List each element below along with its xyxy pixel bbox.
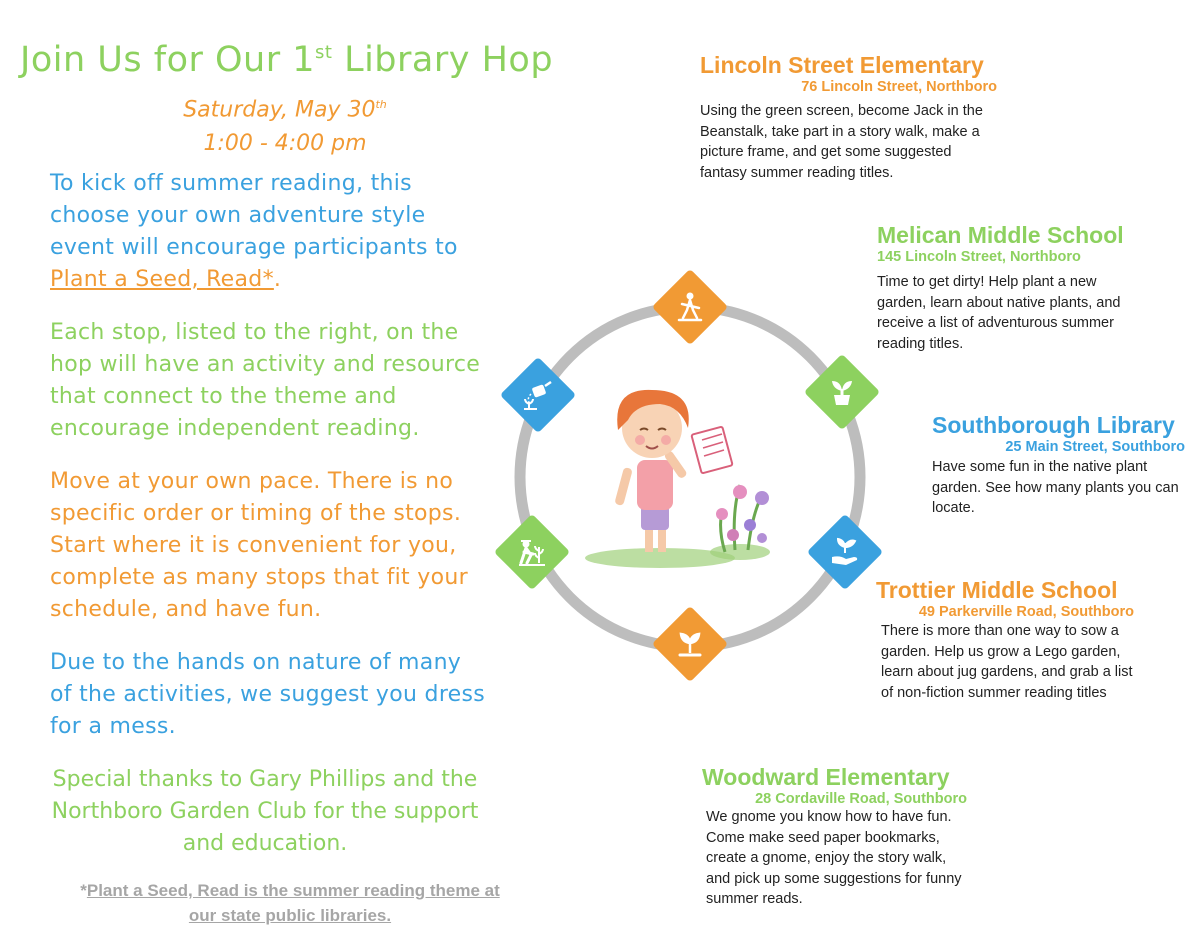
child-reading-illustration (585, 390, 770, 568)
location-trottier (876, 577, 1134, 703)
page-title: Join Us for Our 1st Library Hop (20, 40, 554, 80)
event-date (150, 88, 420, 161)
location-address: 25 Main Street, Southboro (1005, 439, 1185, 455)
dress-paragraph: Due to the hands on nature of many of the activities, we suggest you dress for a mess. (50, 650, 486, 739)
event-day: Saturday, May 30th (183, 97, 387, 123)
location-description: We gnome you know how to have fun. Come make seed paper bookmarks, create a gnome, enjoy the story walk, and pick up some suggestions for funny summer reads. (706, 809, 962, 907)
location-description: Time to get dirty! Help plant a new garden, learn about native plants, and receive a list of adventurous summer reading titles. (877, 274, 1121, 352)
gardener-icon (512, 532, 552, 572)
location-description: There is more than one way to sow a garden. Help us grow a Lego garden, learn about jug gardens, and grab a list of non-fiction summer reading titles (881, 623, 1133, 701)
hand-sprout-icon (825, 532, 865, 572)
location-address: 49 Parkerville Road, Southboro (918, 604, 1134, 620)
pace-paragraph: Move at your own pace. There is no specific order or timing of the stops. Start where it is convenient for you, complete as many stops that fit your schedule, and have fun. (50, 469, 468, 622)
event-time: 1:00 - 4:00 pm (203, 131, 367, 157)
location-name: Melican Middle School (877, 222, 1124, 248)
location-name: Woodward Elementary (702, 764, 950, 790)
watering-can-icon (518, 375, 558, 415)
raking-icon (670, 287, 710, 327)
location-name: Southborough Library (932, 412, 1175, 438)
location-address: 28 Cordaville Road, Southboro (755, 791, 967, 807)
sprout-icon (670, 624, 710, 664)
intro-paragraph: To kick off summer reading, this choose your own adventure style event will encourage participants to Plant a Seed, Read*. (50, 171, 458, 292)
potted-plant-icon (822, 372, 862, 412)
location-woodward (702, 764, 967, 910)
location-southborough-library (932, 412, 1187, 519)
location-description: Have some fun in the native plant garden. See how many plants you can locate. (932, 459, 1179, 516)
location-name: Lincoln Street Elementary (700, 52, 984, 78)
location-melican (877, 222, 1139, 354)
location-address: 76 Lincoln Street, Northboro (801, 79, 997, 95)
footnote: *Plant a Seed, Read is the summer reading theme at our state public libraries. (80, 881, 500, 925)
thanks-paragraph: Special thanks to Gary Phillips and the Northboro Garden Club for the support and education. (51, 767, 479, 856)
theme-link[interactable]: Plant a Seed, Read* (50, 267, 274, 292)
location-description: Using the green screen, become Jack in the Beanstalk, take part in a story walk, make a picture frame, and get some suggested fantasy summer reading titles. (700, 103, 983, 181)
stops-paragraph: Each stop, listed to the right, on the hop will have an activity and resource that connect to the theme and encourage independent reading. (50, 320, 481, 441)
location-lincoln-street (700, 52, 1000, 183)
location-address: 145 Lincoln Street, Northboro (877, 249, 1081, 265)
location-name: Trottier Middle School (876, 577, 1118, 603)
hop-ring (520, 307, 860, 647)
